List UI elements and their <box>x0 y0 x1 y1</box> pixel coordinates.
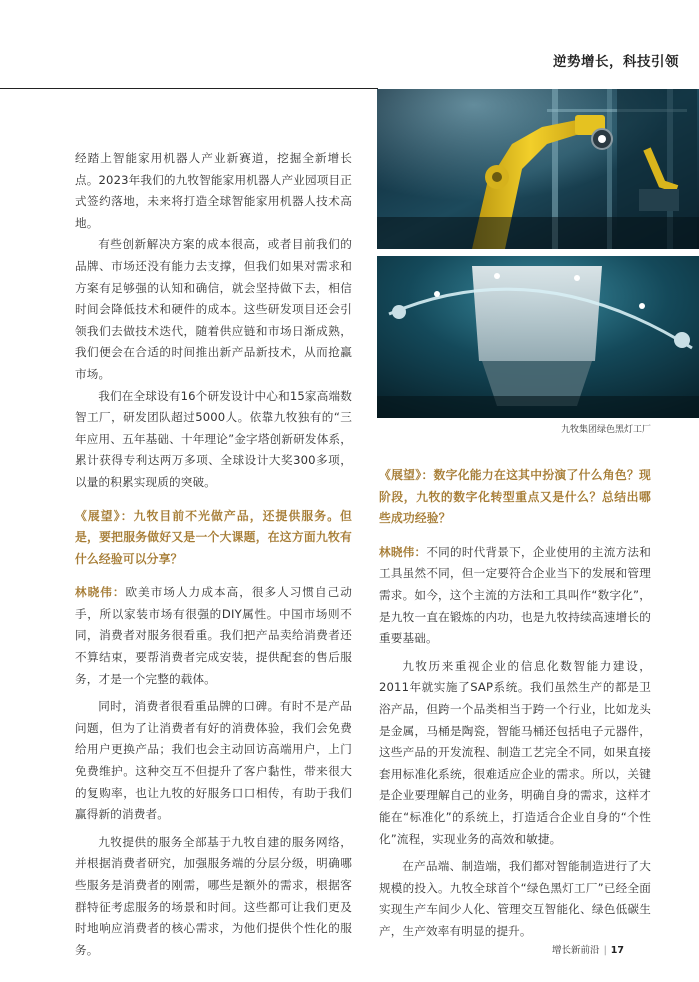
photo-caption: 九牧集团绿色黑灯工厂 <box>560 425 651 435</box>
page-number: 17 <box>610 945 624 956</box>
interview-question: 《展望》：九牧目前不光做产品，还提供服务。但是，要把服务做好又是一个大课题，在这方面九牧有什么经验可以分享？ <box>75 508 352 566</box>
footer-section: 增长新前沿 <box>552 945 600 956</box>
section-title: 逆势增长，科技引领 <box>553 54 679 70</box>
header-divider <box>0 88 378 89</box>
page-footer <box>552 942 624 956</box>
body-paragraph: 有些创新解决方案的成本很高，或者目前我们的品牌、市场还没有能力去支撑，但我们如果对需求和方案有足够强的认知和确信，就会坚持做下去，相信时间会降低技术和硬件的成本。这些研发项目还会引领我们去做技术迭代，随着供应链和市场日渐成熟，我们便会在合适的时间推出新产品新技术，从而抢赢市场。 <box>75 237 352 381</box>
factory-toilet-photo <box>377 256 699 418</box>
body-paragraph: 在产品端、制造端，我们都对智能制造进行了大规模的投入。九牧全球首个“绿色黑灯工厂”已经全面实现生产车间少人化、管理交互智能化、绿色低碳生产，生产效率有明显的提升。 <box>379 859 651 938</box>
body-paragraph: 我们在全球设有16个研发设计中心和15家高端数智工厂，研发团队超过5000人。依靠九牧独有的“三年应用、五年基础、十年理论”金字塔创新研发体系，累计获得专利达两万多项、全球设计大奖300多项，以量的积累实现质的突破。 <box>75 388 352 489</box>
body-paragraph: 九牧提供的服务全部基于九牧自建的服务网络，并根据消费者研究，加强服务端的分层分级，明确哪些服务是消费者的刚需，哪些是额外的需求，根据客群特征考虑服务的场景和时间。这些都可让我们更及时地响应消费者的核心需求，为他们提供个性化的服务。 <box>75 834 352 957</box>
footer-separator: | <box>603 945 607 956</box>
robot-arm-photo <box>377 89 699 249</box>
body-paragraph: 同时，消费者很看重品牌的口碑。有时不是产品问题，但为了让消费者有好的消费体验，我们会免费给用户更换产品；我们也会主动回访高端用户，上门免费维护。这种交互不但提升了客户黏性，带来很大的复购率，也让九牧的好服务口口相传，有助于我们赢得新的消费者。 <box>75 699 352 822</box>
interview-answer <box>379 542 651 650</box>
interview-answer <box>75 582 352 690</box>
body-paragraph: 九牧历来重视企业的信息化数智能力建设，2011年就实施了SAP系统。我们虽然生产的都是卫浴产品，但跨一个品类相当于跨一个行业，比如龙头是金属，马桶是陶瓷，智能马桶还包括电子元器件，这些产品的开发流程、制造工艺完全不同，如果直接套用标准化系统，很难适应企业的需求。所以，关键是企业要理解自己的业务，明确自身的需求，这样才能在“标准化”的系统上，打造适合企业自身的“个性化”流程，实现业务的高效和敏捷。 <box>379 658 651 846</box>
left-column <box>75 148 352 961</box>
body-paragraph: 经踏上智能家用机器人产业新赛道，挖掘全新增长点。2023年我们的九牧智能家用机器人产业园项目正式签约落地，未来将打造全球智能家用机器人技术高地。 <box>75 151 352 230</box>
answer-text: 欧美市场人力成本高，很多人习惯自己动手，所以家装市场有很强的DIY属性。中国市场则不同，消费者对服务很看重。我们把产品卖给消费者还不算结束，要帮消费者完成安装，提供配套的售后服务，才是一个完整的载体。 <box>75 585 352 686</box>
speaker-name: 林晓伟： <box>75 585 126 600</box>
answer-text: 不同的时代背景下，企业使用的主流方法和工具虽然不同，但一定要符合企业当下的发展和管理需求。如今，这个主流的方法和工具叫作“数字化”，是九牧一直在锻炼的内功，也是九牧持续高速增长的重要基础。 <box>379 544 651 646</box>
speaker-name: 林晓伟： <box>379 544 427 559</box>
interview-question: 《展望》：数字化能力在这其中扮演了什么角色？现阶段，九牧的数字化转型重点又是什么？总结出哪些成功经验？ <box>379 468 651 526</box>
right-column <box>379 465 651 942</box>
